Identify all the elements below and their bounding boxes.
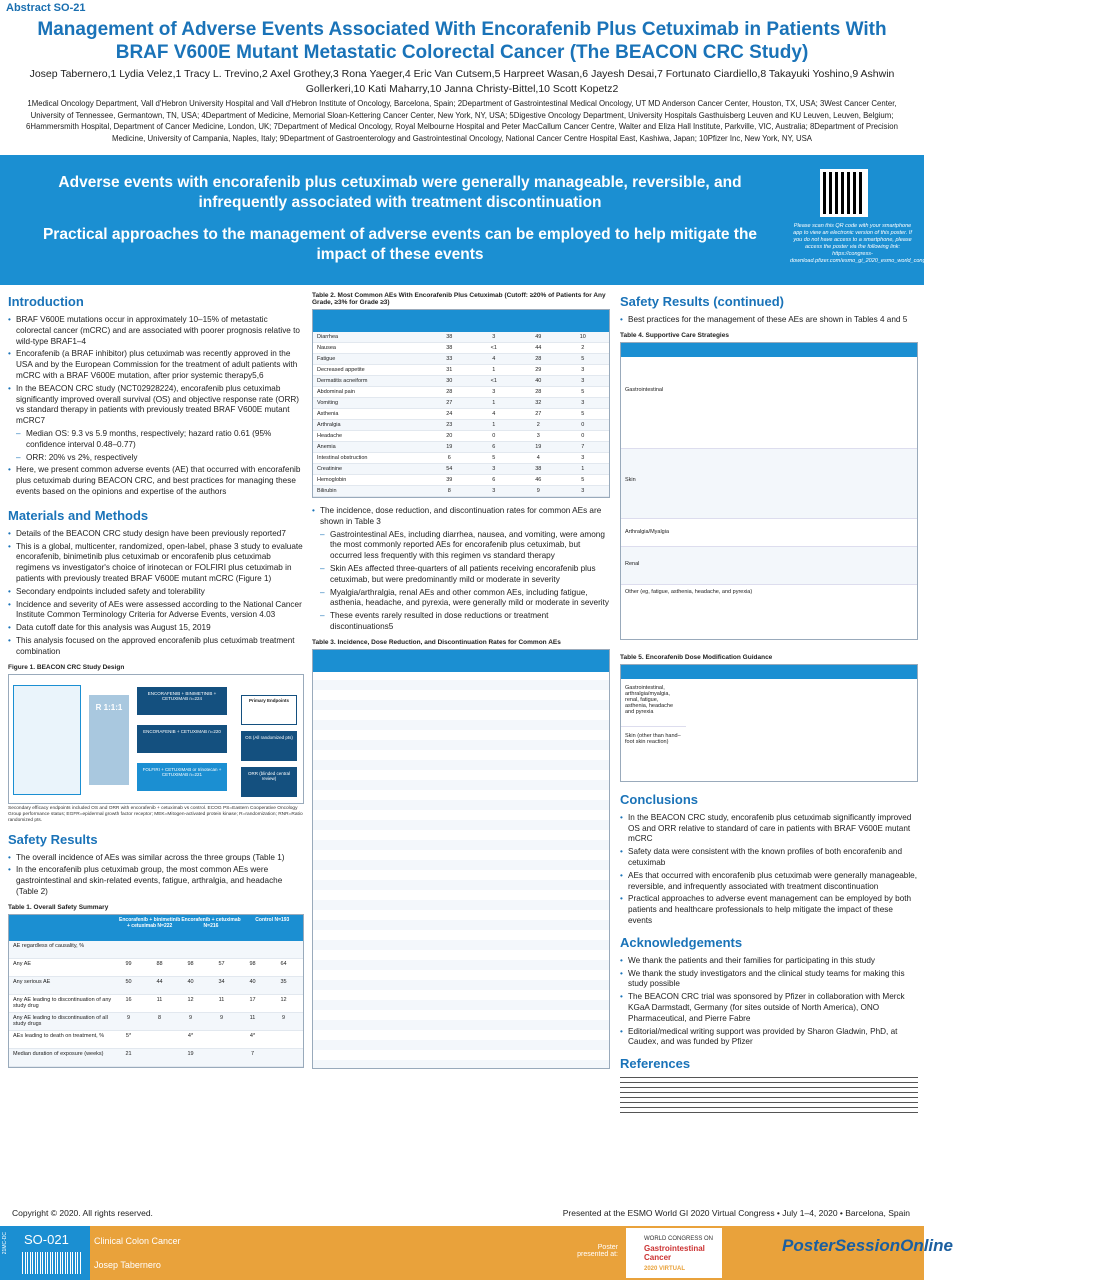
table-row (313, 354, 609, 365)
table4-row: Other (eg, fatigue, asthenia, headache, and pyrexia) (625, 588, 753, 595)
table5 (620, 664, 918, 782)
table-cell: 32 (535, 400, 542, 406)
list-item: • In the BEACON CRC study, encorafenib plus cetuximab significantly improved OS and ORR relative to standard of care in patients with BRAF V600E mutant mCRC (620, 813, 918, 845)
list-item: • In the BEACON CRC study (NCT02928224), encorafenib plus cetuximab significantly improved overall survival (OS) and objective response rate (ORR) vs standard therapy in patients with previously treated BRAF V600E mutant mCRC7 (8, 384, 304, 427)
table-row (313, 464, 609, 475)
table-cell: <1 (490, 378, 497, 384)
poster-topic: Clinical Colon Cancer (94, 1236, 181, 1246)
table-cell: 38 (446, 345, 453, 351)
poster-title: Management of Adverse Events Associated With Encorafenib Plus Cetuximab in Patients With BRAF V600E Mutant Metastatic Colorectal Cancer (The BEACON CRC Study) (37, 19, 887, 63)
copyright: Copyright © 2020. All rights reserved. (12, 1208, 153, 1218)
list-item: • Incidence and severity of AEs were assessed according to the National Cancer Institute Common Terminology Criteria for Adverse Events, version 4.03 (8, 600, 304, 622)
arm-doublet (137, 725, 227, 753)
table-cell (206, 1033, 237, 1046)
methods-list (8, 529, 304, 658)
table-cell (268, 1033, 299, 1046)
list-item: • Best practices for the management of these AEs are shown in Tables 4 and 5 (620, 315, 918, 326)
randomization-box (89, 695, 129, 785)
list-item: – Skin AEs affected three-quarters of all patients receiving encorafenib plus cetuximab, but were predominantly mild or moderate in severity (312, 564, 610, 586)
primary-endpoints-label: Primary Endpoints (248, 697, 289, 703)
table-cell: 9 (281, 1014, 286, 1021)
arm-triplet (137, 687, 227, 715)
table-cell: 9 (126, 1014, 131, 1021)
table-cell: 88 (156, 960, 163, 967)
table-cell (113, 943, 144, 956)
table-cell: 6 (492, 477, 496, 483)
list-item: • In the encorafenib plus cetuximab group, the most common AEs were gastrointestinal and skin-related events, fatigue, arthralgia, and headache (Table 2) (8, 865, 304, 897)
table-cell: 12 (280, 996, 287, 1003)
table-cell: 4 (492, 411, 496, 417)
table1-header (9, 915, 303, 941)
table-cell: Median duration of exposure (weeks) (13, 1050, 104, 1057)
table4-row: Skin (621, 449, 917, 519)
table-cell: 4 (536, 455, 540, 461)
table3-header (313, 650, 609, 672)
table4-row: Gastrointestinal (621, 357, 917, 449)
table-cell: Fatigue (317, 356, 336, 362)
list-item: • Data cutoff date for this analysis was August 15, 2019 (8, 623, 304, 634)
table-cell: 11 (156, 996, 163, 1003)
table-cell (268, 943, 299, 956)
table-cell: 17 (249, 996, 256, 1003)
esmo-line1: WORLD CONGRESS ON (644, 1236, 714, 1242)
esmo-logo (626, 1228, 722, 1278)
footer-bar (0, 1226, 953, 1280)
list-item: • The incidence, dose reduction, and discontinuation rates for common AEs are shown in Table 3 (312, 506, 610, 528)
table-cell: 3 (492, 389, 496, 395)
table-cell: 57 (218, 960, 225, 967)
introduction-list (8, 315, 304, 498)
table-cell: 28 (535, 356, 542, 362)
table-cell: 19 (187, 1050, 194, 1057)
table-cell: 24 (446, 411, 453, 417)
column-left (8, 292, 304, 1068)
table-header-cell: Encorafenib + binimetinib + cetuximab N=222 (119, 916, 181, 929)
table-cell: 3 (536, 433, 540, 439)
list-item: – Gastrointestinal AEs, including diarrhea, nausea, and vomiting, were among the most commonly reported AEs for encorafenib plus cetuximab, but occurred less frequently with this regimen vs standard therapy (312, 530, 610, 562)
table-cell: 9 (219, 1014, 224, 1021)
table-cell: 64 (280, 960, 287, 967)
barcode-icon (22, 1252, 82, 1274)
table-row (313, 343, 609, 354)
table-cell: 39 (446, 477, 453, 483)
conclusions-heading: Conclusions (620, 791, 699, 807)
table-cell: 34 (218, 978, 225, 985)
table-cell: 1 (492, 422, 496, 428)
arm-control (137, 763, 227, 791)
column-right (620, 292, 918, 1113)
table-cell: 3 (581, 455, 585, 461)
table3-caption: Table 3. Incidence, Dose Reduction, and Discontinuation Rates for Common AEs (312, 638, 561, 646)
key-message-banner (0, 155, 1115, 285)
table-cell: <1 (490, 345, 497, 351)
table-cell: 50 (125, 978, 132, 985)
orr-label: ORR (blinded central review) (247, 770, 291, 781)
table-cell: Anemia (317, 444, 336, 450)
table-cell: 1 (492, 367, 496, 373)
table-cell: 5 (581, 356, 585, 362)
table-cell: Diarrhea (317, 334, 339, 340)
list-item: – These events rarely resulted in dose reductions or treatment discontinuations5 (312, 611, 610, 633)
list-item: • The BEACON CRC trial was sponsored by Pfizer in collaboration with Merck KGaA Darmstadt, Germany (for sites outside of North America), ONO Pharmaceutical, and Pierre Fabre (620, 992, 918, 1024)
table-cell: 3 (492, 466, 496, 472)
column-middle (312, 292, 610, 1069)
table-cell: Decreased appetite (317, 367, 365, 373)
references-heading: References (620, 1056, 691, 1072)
table-cell: 28 (446, 389, 453, 395)
table-cell: 3 (581, 378, 585, 384)
table-cell: AE regardless of causality, % (13, 942, 85, 949)
table-cell: 2 (581, 345, 585, 351)
table-row (313, 431, 609, 442)
table-cell: Headache (317, 433, 343, 439)
study-design-figure (8, 674, 304, 804)
poster-author: Josep Tabernero (94, 1260, 161, 1270)
list-item: • Encorafenib (a BRAF inhibitor) plus cetuximab was recently approved in the USA and by the European Commission for the treatment of adult patients with mCRC with a BRAF V600E mutation, after prior systemic therapy5,6 (8, 349, 304, 381)
safety-list (8, 853, 304, 898)
esmo-line2: Gastrointestinal Cancer (644, 1244, 705, 1262)
table-cell: Any AE (13, 960, 32, 967)
author-list: Josep Tabernero,1 Lydia Velez,1 Tracy L. Trevino,2 Axel Grothey,3 Rona Yaeger,4 Eric Van Cutsem,5 Harpreet Wasan,6 Jayesh Desai,7 Fortunato Ciardiello,8 Takayuki Yoshino,9 Ashwin Gollerkeri,10 Kati Maharry,10 Janna Christy-Bittel,10 Scott Kopetz2 (29, 68, 895, 95)
table-row (9, 1013, 303, 1031)
table-row (313, 475, 609, 486)
table-cell: 0 (581, 422, 585, 428)
table-cell: 9 (188, 1014, 193, 1021)
table-cell: 1 (581, 466, 585, 472)
table5-header (621, 665, 917, 679)
table1-body (9, 941, 303, 1067)
table2-discussion (312, 506, 610, 633)
table-cell: 6 (492, 444, 496, 450)
list-item: • Details of the BEACON CRC study design have been previously reported7 (8, 529, 304, 540)
acknowledgements-list (620, 956, 918, 1048)
table-cell: 6 (447, 455, 451, 461)
abstract-id: Abstract SO-21 (6, 2, 86, 14)
table-cell: 3 (492, 488, 496, 494)
table-cell: 28 (535, 389, 542, 395)
table-cell: 19 (535, 444, 542, 450)
side-code: 21MC-DC (2, 1232, 8, 1255)
table4-caption: Table 4. Supportive Care Strategies (620, 331, 729, 339)
table-row (9, 995, 303, 1013)
list-item: • We thank the patients and their families for participating in this study (620, 956, 918, 967)
table-cell: 38 (446, 334, 453, 340)
list-item: – Median OS: 9.3 vs 5.9 months, respectively; hazard ratio 0.61 (95% confidence interval 0.48–0.77) (8, 429, 304, 451)
table-cell: Hemoglobin (317, 477, 347, 483)
poster-id: SO-021 (24, 1232, 69, 1247)
table2-body (313, 332, 609, 497)
table-cell: 54 (446, 466, 453, 472)
table-cell (144, 943, 175, 956)
table-row (9, 941, 303, 959)
table-cell: 30 (446, 378, 453, 384)
table4-row: Renal (621, 547, 917, 585)
key-message-1: Adverse events with encorafenib plus cetuximab were generally manageable, reversible, and infrequently associated with treatment discontinuation (58, 174, 742, 211)
list-item: • This is a global, multicenter, randomized, open-label, phase 3 study to evaluate encorafenib, binimetinib plus cetuximab or encorafenib plus cetuximab regimens vs investigator's choice of irinotecan or FOLFIRI plus cetuximab in patients with previously treated BRAF V600E mutant mCRC (Figure 1) (8, 542, 304, 585)
poster-footer (0, 1200, 953, 1280)
table-row (9, 977, 303, 995)
table-cell: 5* (125, 1032, 132, 1039)
table2-caption: Table 2. Most Common AEs With Encorafenib Plus Cetuximab (Cutoff: ≥20% of Patients for Any Grade, ≥3% for Grade ≥3) (312, 292, 606, 306)
table-cell: 16 (125, 996, 132, 1003)
table-cell: Any AE leading to discontinuation of any study drug (13, 996, 112, 1009)
table1 (8, 914, 304, 1068)
list-item: • Safety data were consistent with the known profiles of both encorafenib and cetuximab (620, 847, 918, 869)
references-text (620, 1077, 918, 1113)
presented-at: Presented at the ESMO World GI 2020 Virtual Congress • July 1–4, 2020 • Barcelona, Spain (562, 1208, 910, 1218)
table-row (313, 486, 609, 497)
table-cell: 46 (535, 477, 542, 483)
poster-header (0, 0, 924, 155)
table-cell: 21 (125, 1050, 132, 1057)
table-row (313, 332, 609, 343)
table-cell: Arthralgia (317, 422, 341, 428)
table-cell (175, 943, 206, 956)
table-cell: 20 (446, 433, 453, 439)
table-cell: 5 (581, 411, 585, 417)
arm-label: ENCORAFENIB + BINIMETINIB + CETUXIMAB n=224 (147, 690, 217, 701)
list-item: • This analysis focused on the approved encorafenib plus cetuximab treatment combination (8, 636, 304, 658)
table-cell (237, 943, 268, 956)
table-row (313, 365, 609, 376)
table-cell (206, 1051, 237, 1064)
table-cell: 0 (581, 433, 585, 439)
primary-endpoints-box (241, 695, 297, 725)
table-cell (144, 1033, 175, 1046)
list-item: • Practical approaches to adverse event management can be employed by both patients and healthcare professionals to help mitigate the impact of these events (620, 894, 918, 926)
table4-header (621, 343, 917, 357)
table4-row: Arthralgia/Myalgia (621, 519, 917, 547)
arm-label: FOLFIRI + CETUXIMAB or Irinotecan + CETUXIMAB n=221 (142, 766, 222, 777)
table-cell: 40 (187, 978, 194, 985)
table-cell: 5 (581, 477, 585, 483)
table-cell (268, 1051, 299, 1064)
table-cell: 1 (492, 400, 496, 406)
table-cell: 27 (446, 400, 453, 406)
table-cell: 49 (535, 334, 542, 340)
table-cell: 23 (446, 422, 453, 428)
table5-row: Skin (other than hand–foot skin reaction) (625, 732, 681, 745)
figure-caption: Figure 1. BEACON CRC Study Design (8, 663, 125, 671)
table-cell (206, 943, 237, 956)
table-cell: 0 (492, 433, 496, 439)
affiliations: 1Medical Oncology Department, Vall d'Hebron University Hospital and Vall d'Hebron Institute of Oncology, Barcelona, Spain; 2Department of Gastrointestinal Medical Oncology, UT MD Anderson Cancer Center, Houston, TX, USA; 3West Cancer Center, University of Tennessee, Germantown, TN, USA; 4Department of Medicine, Memorial Sloan-Kettering Cancer Center, New York, NY, USA; 5Digestive Oncology Department, University Hospitals Gasthuisberg Leuven and KU Leuven, Leuven, Belgium; 6Hammersmith Hospital, Department of Cancer Medicine, London, UK; 7Department of Medical Oncology, Royal Melbourne Hospital and Peter MacCallum Cancer Centre, Walter and Eliza Hall Institute, Parkville, VIC, Australia; 8Department of Precision Medicine, University of Campania, Naples, Italy; 9Department of Gastroenterology and Gastrointestinal Oncology, National Cancer Centre Hospital East, Kashiwa, Japan; 10Pfizer Inc, New York, NY, USA (26, 99, 898, 143)
table-cell: 98 (249, 960, 256, 967)
table-cell: Abdominal pain (317, 389, 355, 395)
table-cell: 99 (125, 960, 132, 967)
qr-code-icon[interactable] (820, 169, 868, 217)
table-cell: 31 (446, 367, 453, 373)
table-cell: 4* (187, 1032, 194, 1039)
conclusions-list (620, 813, 918, 927)
table-cell: 8 (447, 488, 451, 494)
list-item: • AEs that occurred with encorafenib plus cetuximab were generally manageable, reversible, and infrequently associated with treatment discontinuation (620, 871, 918, 893)
table-cell: 12 (187, 996, 194, 1003)
eligibility-box (13, 685, 81, 795)
list-item: • Secondary endpoints included safety and tolerability (8, 587, 304, 598)
table-cell (144, 1051, 175, 1064)
table-row (9, 1049, 303, 1067)
table-cell: 3 (581, 367, 585, 373)
table-cell: 19 (446, 444, 453, 450)
table5-row: Gastrointestinal, arthralgia/myalgia, renal, fatigue, asthenia, headache and pyrexia (621, 679, 686, 727)
table-cell: Any AE leading to discontinuation of all study drugs (13, 1014, 108, 1027)
table-cell: 27 (535, 411, 542, 417)
table-cell: 4* (249, 1032, 256, 1039)
table1-caption: Table 1. Overall Safety Summary (8, 903, 109, 911)
os-box (241, 731, 297, 761)
table-header-cell: Encorafenib + cetuximab N=216 (181, 916, 241, 929)
table-cell: 4 (492, 356, 496, 362)
esmo-line3: 2020 VIRTUAL (644, 1266, 686, 1272)
table-cell: 3 (581, 488, 585, 494)
table-cell: 38 (535, 466, 542, 472)
table-cell: 10 (579, 334, 586, 340)
list-item: • Here, we present common adverse events (AE) that occurred with encorafenib plus cetuximab during BEACON CRC, and best practices for managing these events based on the opinions and expertise of the authors (8, 465, 304, 497)
table-cell: 11 (249, 1014, 256, 1021)
methods-heading: Materials and Methods (8, 507, 149, 523)
table-cell: 5 (492, 455, 496, 461)
table-cell: 35 (280, 978, 287, 985)
table-cell: 3 (581, 400, 585, 406)
table-row (313, 398, 609, 409)
table-cell: Nausea (317, 345, 336, 351)
arm-label: ENCORAFENIB + CETUXIMAB n=220 (143, 728, 221, 734)
qr-instructions: Please scan this QR code with your smartphone app to view an electronic version of this poster. If you do not have access to a smartphone, please access the poster via the following link: https://congress-download.pfizer.com/esmo_gi_2020_esmo_world_congress_of_gastrointestinal_cancer_2020_677_encorafenib_tabernero_j_21.html (790, 223, 1115, 264)
table-cell: 7 (581, 444, 585, 450)
table-cell: AEs leading to death on treatment, % (13, 1032, 105, 1039)
figure-footnote: Secondary efficacy endpoints included OS and ORR with encorafenib + cetuximab vs control. ECOG PS=Eastern Cooperative Oncology Group performance status; EGFR=epidermal growth factor receptor; MEK=Mitogen-activated protein kinase; R=randomization; RNR=Ratio randomized pts. (8, 805, 303, 823)
table-cell: 3 (492, 334, 496, 340)
table2-header (313, 310, 609, 332)
table-cell: Intestinal obstruction (317, 455, 368, 461)
table-row (313, 442, 609, 453)
table-row (9, 1031, 303, 1049)
table-cell: Dermatitis acneiform (317, 378, 368, 384)
table-header-cell (9, 915, 119, 941)
table-cell: Bilirubin (317, 488, 337, 494)
safety-continued-list (620, 315, 918, 326)
table-cell: 8 (157, 1014, 162, 1021)
list-item: • We thank the study investigators and the clinical study teams for making this study possible (620, 969, 918, 991)
poster-presented-label: Poster presented at: (577, 1244, 618, 1258)
list-item: • BRAF V600E mutations occur in approximately 10–15% of metastatic colorectal cancer (mCRC) and are associated with poorer prognosis relative to wild-type BRAF1–4 (8, 315, 304, 347)
table-cell: Vomiting (317, 400, 339, 406)
table-row (313, 420, 609, 431)
list-item: • The overall incidence of AEs was similar across the three groups (Table 1) (8, 853, 304, 864)
list-item: – Myalgia/arthralgia, renal AEs and other common AEs, including fatigue, asthenia, headache, and pyrexia, were generally mild or moderate in severity (312, 588, 610, 610)
table-cell: 33 (446, 356, 453, 362)
poster-id-box (0, 1226, 90, 1280)
table-cell: Any serious AE (13, 978, 51, 985)
key-message-2: Practical approaches to the management of adverse events can be employed to help mitigate the impact of these events (42, 226, 758, 263)
table-cell: 40 (535, 378, 542, 384)
table-cell: 44 (156, 978, 163, 985)
table3 (312, 649, 610, 1069)
poster-session-online-logo[interactable]: PosterSessionOnline (782, 1236, 953, 1255)
table-cell: 98 (187, 960, 194, 967)
table-cell: 7 (250, 1050, 255, 1057)
os-label: OS (All randomized pts) (245, 734, 293, 740)
table-cell: 44 (535, 345, 542, 351)
list-item: • Editorial/medical writing support was provided by Sharon Gladwin, PhD, at Caudex, and was funded by Pfizer (620, 1027, 918, 1049)
table-row (313, 376, 609, 387)
acknowledgements-heading: Acknowledgements (620, 934, 743, 950)
randomization-label: R 1:1:1 (95, 702, 123, 712)
table-cell: 40 (249, 978, 256, 985)
safety-continued-heading: Safety Results (continued) (620, 294, 784, 309)
table-cell: Creatinine (317, 466, 343, 472)
table2 (312, 309, 610, 498)
table-cell: 2 (536, 422, 540, 428)
table5-caption: Table 5. Encorafenib Dose Modification Guidance (620, 653, 773, 661)
list-item: – ORR: 20% vs 2%, respectively (8, 453, 304, 464)
orr-box (241, 767, 297, 797)
table-cell: 29 (535, 367, 542, 373)
table-row (313, 453, 609, 464)
table-row (9, 959, 303, 977)
table-row (313, 387, 609, 398)
table-cell: 5 (581, 389, 585, 395)
table-row (313, 409, 609, 420)
safety-heading: Safety Results (8, 831, 98, 847)
introduction-heading: Introduction (8, 294, 84, 309)
table-cell: Asthenia (317, 411, 339, 417)
table4 (620, 342, 918, 640)
table-header-cell: Control N=193 (255, 916, 290, 923)
table-cell: 11 (218, 996, 225, 1003)
table-cell: 9 (536, 488, 540, 494)
